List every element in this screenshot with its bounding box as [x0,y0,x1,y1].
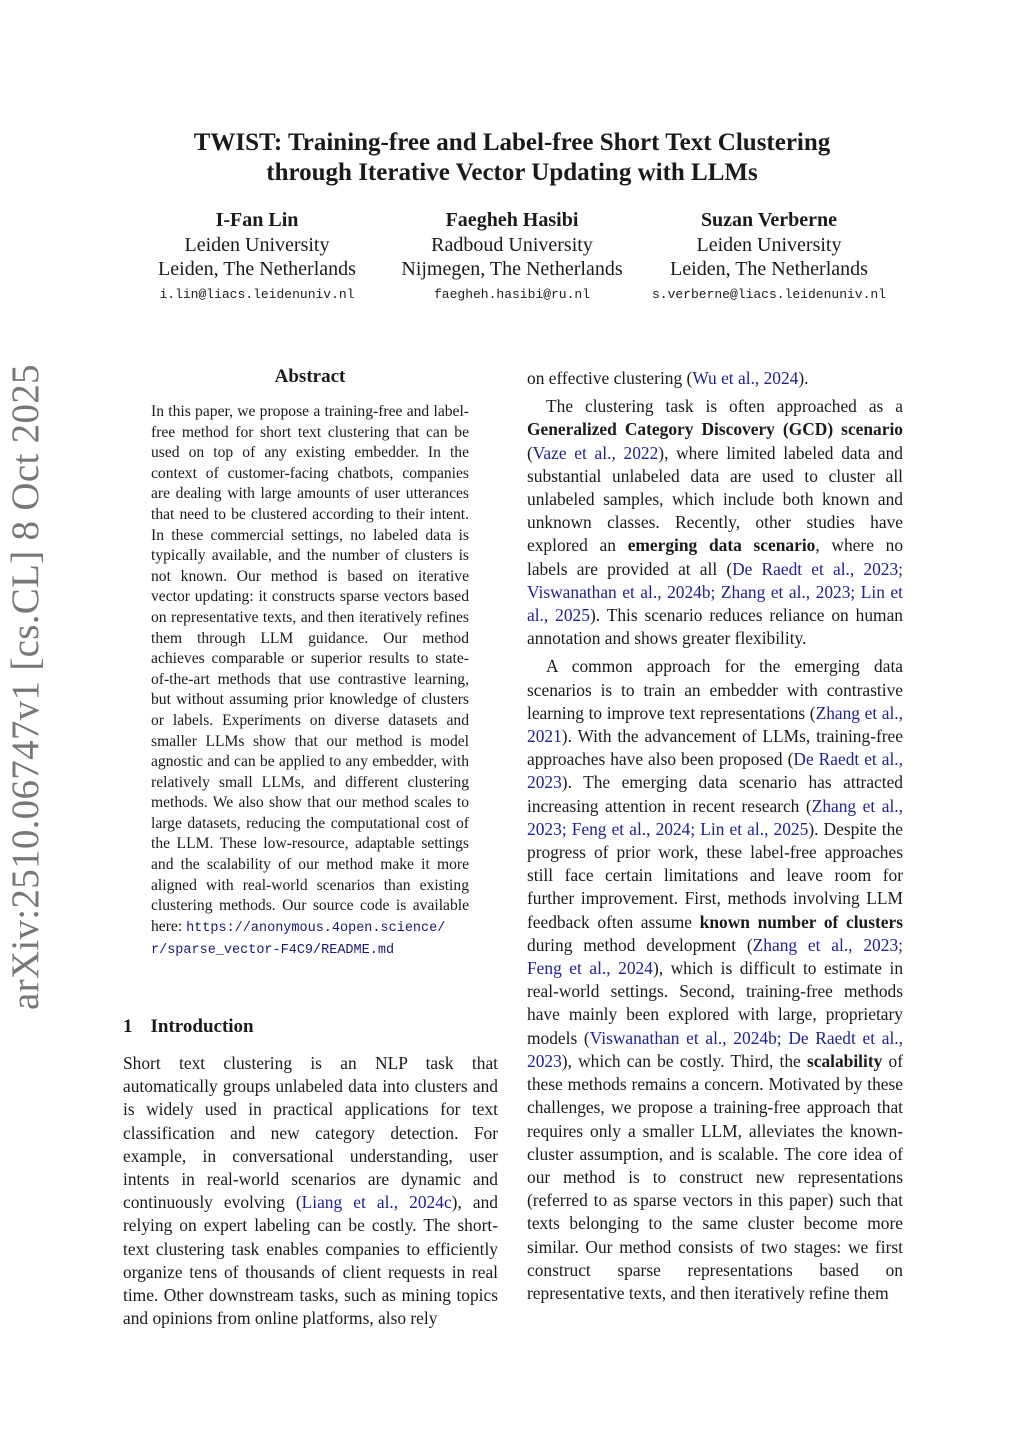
citation-separator: ; [690,818,701,839]
text: ). This scenario reduces reliance on human annotation and shows greater flexibility. [527,605,904,649]
citation-link[interactable]: Zhang et al., 2023 [720,581,851,602]
author-block-2 [362,207,662,307]
paragraph [123,1052,498,1330]
source-code-link-continued[interactable]: r/sparse_vector-F4C9/README.md [151,943,395,959]
bold-term: Generalized Category Discovery (GCD) scenario [527,419,903,440]
citation-link[interactable]: Zhang et al., 2021 [527,702,903,747]
citation-separator: ; [710,581,721,602]
paper-title [0,128,1024,188]
abstract-heading: Abstract [274,366,346,387]
abstract-body [151,402,469,962]
text: The clustering task is often approached as a [546,396,903,417]
author-affiliation: Leiden University [184,234,330,256]
author-location: Leiden, The Netherlands [158,258,356,280]
arxiv-identifier-stamp: arXiv:2510.06747v1 [cs.CL] 8 Oct 2025 [4,364,47,1010]
abstract-text: In this paper, we propose a training-free and label-free method for short text clustering that can be used on top of any existing embedder. In the context of customer-facing chatbots, companies are dealing with large amounts of user utterances that need to be clustered according to their intent. In these commercial settings, no labeled data is typically available, and the number of clusters is not known. Our method is based on iterative vector updating: it constructs sparse vectors based on representative texts, and then iteratively refines them through LLM guidance. Our method achieves comparable or superior results to state-of-the-art methods that use contrastive learning, but without assuming prior knowledge of clusters or labels. Experiments on diverse datasets and smaller LLMs show that our method is model agnostic and can be applied to any embedder, with relatively small LLMs, and different clustering methods. We also show that our method scales to large datasets, reducing the computational cost of the LLM. These low-resource, adaptable settings and the scalability of our method make it more aligned with real-world scenarios than existing clustering methods. Our source code is available here: [151,403,469,935]
text: ( [527,442,533,463]
citation-link[interactable]: De Raedt et al., 2023 [527,1027,904,1071]
citation-separator: ; [850,581,861,602]
citation-link[interactable]: Zhang et al., 2023 [752,934,899,955]
citation-link[interactable]: Lin et al., 2025 [700,818,809,839]
text: during method development ( [527,934,753,955]
text: ), which is difficult to estimate in real-world settings. Second, training-free methods have mainly been explored with large, proprietary models ( [527,958,904,1048]
paper-title-line-1: TWIST: Training-free and Label-free Short Text Clustering [193,129,831,156]
citation-link[interactable]: Zhang et al., 2023 [527,795,903,839]
author-block-3 [619,207,919,307]
citation-link[interactable]: Lin et al., 2025 [527,581,903,626]
author-name: I-Fan Lin [215,209,299,231]
paragraph-continuation [527,367,903,390]
citation-link[interactable]: Wu et al., 2024 [692,368,799,388]
paragraph-emerging [527,655,903,1305]
bold-term: known number of clusters [699,911,903,932]
citation-link[interactable]: Viswanathan et al., 2024b [589,1027,777,1048]
introduction-left-column [123,1052,498,1330]
citation-link[interactable]: Feng et al., 2024 [527,958,653,979]
right-column [527,367,903,1305]
text: Short text clustering is an NLP task that automatically groups unlabeled data into clusters and is widely used in practical applications for text classification and new category detection. For example, in conversational understanding, user intents in real-world scenarios are dynamic and continuously evolving ( [123,1053,498,1213]
paper-title-line-2: through Iterative Vector Updating with LLMs [266,159,758,186]
text: ), which can be costly. Third, the [561,1050,807,1071]
author-email: s.verberne@liacs.leidenuniv.nl [651,287,887,302]
citation-separator: ; [898,934,903,955]
bold-term: emerging data scenario [627,535,816,556]
author-affiliation: Radboud University [431,234,593,256]
author-affiliation: Leiden University [696,234,842,256]
text: ). Despite the progress of prior work, these label-free approaches still face certain limitations and leave room for further improvement. First, methods involving LLM feedback often assume [527,818,904,932]
text: on effective clustering ( [527,368,693,388]
text: of these methods remains a concern. Motivated by these challenges, we propose a training-free approach that requires only a smaller LLM, alleviates the known-cluster assumption, and is scalable. The core idea of our method is to construct new representations (referred to as sparse vectors in this paper) such that texts belonging to the same cluster become more similar. Our method consists of two stages: we first construct sparse representations based on representative texts, and then iteratively refine them [527,1050,904,1303]
text: A common approach for the emerging data scenarios is to train an embedder with contrastive learning to improve text representations ( [527,656,903,723]
citation-link[interactable]: De Raedt et al., 2023 [527,749,903,793]
section-number: 1 [123,1016,133,1037]
author-email: faegheh.hasibi@ru.nl [433,287,591,302]
citation-link[interactable]: Viswanathan et al., 2024b [527,581,711,602]
source-code-link[interactable]: https://anonymous.4open.science/ [186,920,446,936]
text: ), where limited labeled data and substantial unlabeled data are used to cluster all unlabeled samples, which include both known and unknown classes. Recently, other studies have explored an [527,442,903,556]
section-title: Introduction [150,1016,254,1037]
text: ), and relying on expert labeling can be costly. The short-text clustering task enables companies to efficiently organize tens of thousands of client requests in real time. Other downstream tasks, such as mining topics and opinions from online platforms, also rely [123,1192,498,1329]
citation-separator: ; [561,818,572,839]
text: ). The emerging data scenario has attracted increasing attention in recent research ( [527,772,903,816]
text: , where no labels are provided at all ( [527,535,904,579]
citation-link[interactable]: Liang et al., 2024c [301,1192,452,1213]
author-name: Suzan Verberne [700,209,838,231]
citation-separator: ; [898,558,904,579]
section-heading-introduction [123,1016,254,1038]
bold-term: scalability [806,1050,883,1071]
author-name: Faegheh Hasibi [445,209,579,231]
text: ). [798,368,809,388]
citation-link[interactable]: Feng et al., 2024 [571,818,691,839]
paragraph-gcd [527,395,903,650]
author-location: Leiden, The Netherlands [670,258,868,280]
text: ). With the advancement of LLMs, training-free approaches have also been proposed ( [527,726,903,770]
citation-link[interactable]: De Raedt et al., 2023 [732,558,899,579]
author-email: i.lin@liacs.leidenuniv.nl [159,287,355,302]
author-location: Nijmegen, The Netherlands [401,258,623,280]
citation-link[interactable]: Vaze et al., 2022 [532,442,659,463]
citation-separator: ; [776,1027,789,1048]
